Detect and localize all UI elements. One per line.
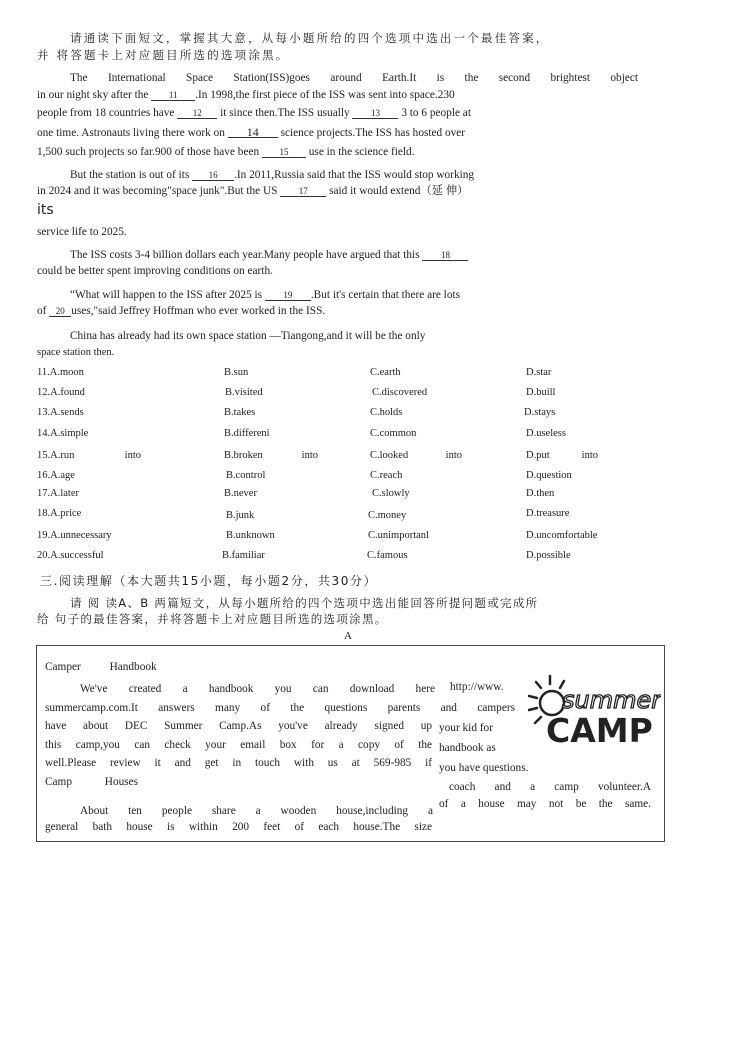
option-20-b: B.familiar [222, 550, 265, 561]
heading-camper-handbook: Camper Handbook [45, 661, 157, 673]
option-15-d: D.put into [526, 450, 598, 461]
option-11-a: 11.A.moon [37, 367, 84, 378]
right-col-line: http://www. [450, 681, 504, 693]
para1-line: this camp,you can check your email box for a copy of the [45, 739, 432, 751]
option-14-a: 14.A.simple [37, 428, 89, 439]
para2-line: About ten people share a wooden house,including a [80, 805, 433, 817]
blank-12: 12 [177, 108, 217, 119]
passage-line: “What will happen to the ISS after 2025 is 19 .But it's certain that there are lots [70, 289, 461, 301]
blank-15: 15 [262, 147, 306, 158]
option-18-a: 18.A.price [37, 508, 82, 519]
passage-line: But the station is out of its 16 .In 2011,Russia said that the ISS would stop working [70, 169, 475, 181]
passage-line: people from 18 countries have 12 it since then.The ISS usually 13 3 to 6 people at [37, 107, 471, 119]
option-13-d: D.stays [524, 407, 556, 418]
passage-line: one time. Astronauts living there work on 14 science projects.The ISS has hosted over [37, 125, 466, 139]
passage-line: 1,500 such projects so far.900 of those have been 15 use in the science field. [37, 146, 415, 158]
blank-17: 17 [280, 186, 326, 197]
right-col-line: your kid for [439, 722, 493, 734]
option-18-d: D.treasure [526, 508, 570, 519]
summer-camp-logo [528, 672, 661, 748]
option-18-b: B.junk [226, 510, 255, 521]
option-19-a: 19.A.unnecessary [37, 530, 112, 541]
option-16-d: D.question [526, 470, 572, 481]
option-11-d: D.star [526, 367, 552, 378]
option-17-c: C.slowly [372, 488, 410, 499]
option-19-c: C.unimportanl [368, 530, 429, 541]
option-15-a: 15.A.run into [37, 450, 141, 461]
option-13-c: C.holds [370, 407, 403, 418]
para1-line: summercamp.com.It answers many of the questions parents and campers [45, 702, 515, 714]
option-17-b: B.never [224, 488, 257, 499]
logo-summer-text: summer [562, 686, 661, 714]
option-15-b: B.broken into [224, 450, 318, 461]
passage-line: The ISS costs 3-4 billion dollars each year.Many people have argued that this 18 [70, 249, 468, 262]
passage-line: of 20 uses,"said Jeffrey Hoffman who ever worked in the ISS. [37, 305, 326, 317]
blank-13: 13 [352, 108, 398, 119]
option-12-d: D.buill [526, 387, 556, 398]
option-12-a: 12.A.found [37, 387, 85, 398]
right-col-line: handbook as [439, 742, 496, 754]
blank-18: 18 [422, 250, 468, 261]
option-17-a: 17.A.later [37, 488, 79, 499]
option-20-a: 20.A.successful [37, 550, 104, 561]
option-19-d: D.uncomfortable [526, 530, 598, 541]
blank-16: 16 [192, 170, 234, 181]
option-13-b: B.takes [224, 407, 256, 418]
para1-line: well.Please review it and get in touch with us at 569-985 if [45, 757, 432, 769]
blank-20: 20 [49, 306, 71, 317]
passage-line: China has already had its own space station —Tiangong,and it will be the only [70, 330, 426, 342]
blank-14: 14 [228, 127, 278, 138]
section-title: 三.阅读理解（本大题共15小题，每小题2分，共30分） [40, 574, 378, 588]
right-col-line: of a house may not be the same. [439, 798, 651, 810]
passage-line: service life to 2025. [37, 226, 127, 238]
option-11-b: B.sun [224, 367, 249, 378]
option-16-a: 16.A.age [37, 470, 75, 481]
para2-line: general bath house is within 200 feet of each house.The size [45, 821, 432, 833]
option-11-c: C.earth [370, 367, 401, 378]
passage-label: A [344, 630, 352, 642]
passage-line: space station then. [37, 347, 115, 358]
logo-camp-text: CAMP [546, 711, 653, 748]
passage-line: could be better spent improving conditions on earth. [37, 265, 273, 277]
right-col-line: coach and a camp volunteer.A [449, 781, 651, 793]
reading-instruction-line-1: 请 阅 读A、B 两篇短文，从每小题所给的四个选项中选出能回答所提问题或完成所 [70, 596, 539, 610]
option-12-b: B.visited [225, 387, 263, 398]
option-18-c: C.money [368, 510, 407, 521]
option-19-b: B.unknown [226, 530, 275, 541]
passage-line: in 2024 and it was becoming"space junk".But the US 17 said it would extend（延 伸） [37, 185, 469, 197]
right-col-line: you have questions. [439, 762, 529, 774]
option-16-b: B.control [226, 470, 266, 481]
option-16-c: C.reach [370, 470, 403, 481]
option-12-c: C.discovered [372, 387, 428, 398]
passage-line: The International Space Station(ISS)goes around Earth.It is the second brightest object [70, 72, 638, 84]
para1-line: We've created a handbook you can download here [80, 683, 435, 695]
blank-11: 11 [151, 90, 195, 101]
option-14-b: B.differeni [224, 428, 270, 439]
option-14-d: D.useless [526, 428, 566, 439]
option-14-c: C.common [370, 428, 417, 439]
reading-instruction-line-2: 给 句子的最佳答案，并将答题卡上对应题目所选的选项涂黑。 [37, 612, 388, 626]
heading-camp-houses: Camp Houses [45, 776, 139, 788]
option-20-c: C.famous [367, 550, 408, 561]
passage-line: in our night sky after the 11 .In 1998,the first piece of the ISS was sent into space.230 [37, 89, 455, 101]
blank-19: 19 [265, 290, 311, 301]
option-17-d: D.then [526, 488, 555, 499]
cloze-instruction-line-1: 请通读下面短文，掌握其大意，从每小题所给的四个选项中选出一个最佳答案， [70, 31, 550, 45]
cloze-instruction-line-2: 并 将答题卡上对应题目所选的选项涂黑。 [37, 48, 290, 62]
option-20-d: D.possible [526, 550, 571, 561]
passage-line: its [37, 202, 54, 218]
option-15-c: C.looked into [370, 450, 462, 461]
para1-line: have about DEC Summer Camp.As you've already signed up [45, 720, 432, 732]
option-13-a: 13.A.sends [37, 407, 84, 418]
